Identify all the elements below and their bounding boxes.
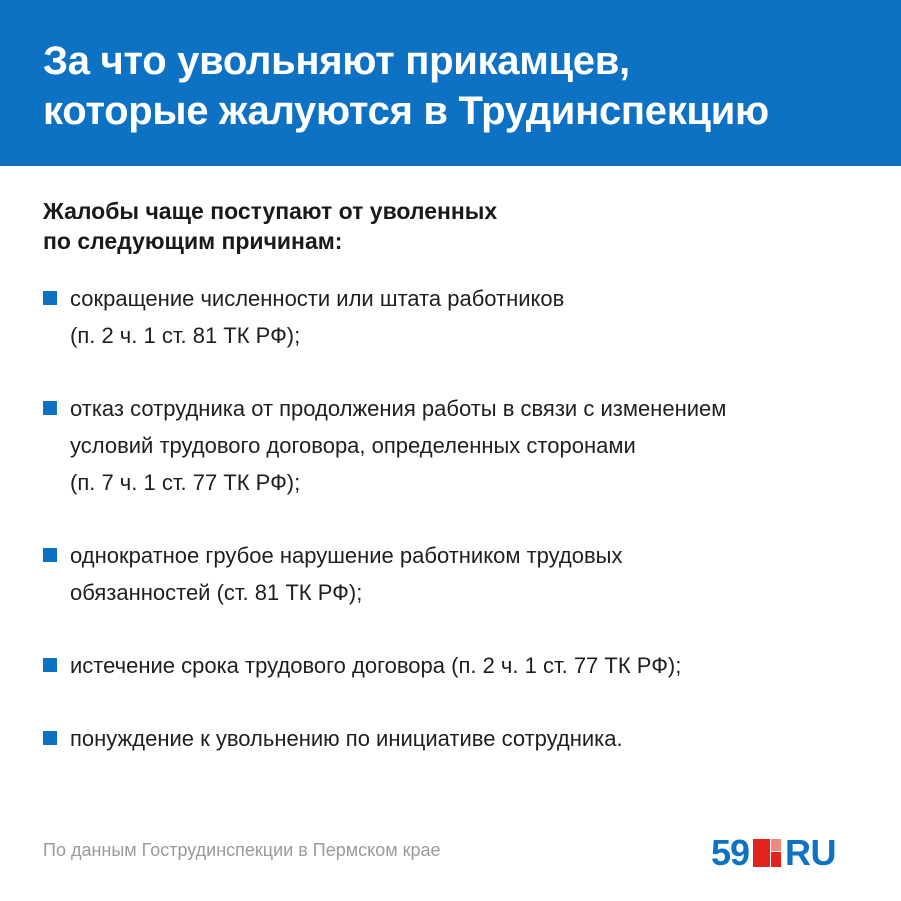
reasons-list [43, 280, 863, 757]
header-banner [0, 0, 901, 166]
logo-number: 59 [711, 832, 750, 873]
bullet-square-icon [43, 658, 57, 672]
reason-line: обязанностей (ст. 81 ТК РФ); [70, 580, 363, 605]
list-item [43, 647, 863, 684]
list-item [43, 537, 863, 611]
list-item [43, 390, 863, 501]
reason-line: сокращение численности или штата работников [70, 286, 565, 311]
bullet-square-icon [43, 548, 57, 562]
bullet-square-icon [43, 401, 57, 415]
reason-line: понуждение к увольнению по инициативе сотрудника. [70, 726, 623, 751]
site-logo[interactable] [711, 833, 836, 873]
subheading [43, 196, 863, 256]
red-square-logo-mark-icon [753, 839, 781, 867]
list-item [43, 280, 863, 354]
reason-line: истечение срока трудового договора (п. 2 ч. 1 ст. 77 ТК РФ); [70, 653, 682, 678]
page-title [43, 36, 883, 136]
reason-line: (п. 2 ч. 1 ст. 81 ТК РФ); [70, 323, 301, 348]
bullet-square-icon [43, 731, 57, 745]
reason-line: (п. 7 ч. 1 ст. 77 ТК РФ); [70, 470, 301, 495]
subheading-line-1: Жалобы чаще поступают от уволенных [43, 198, 498, 224]
reason-line: условий трудового договора, определенных сторонами [70, 433, 636, 458]
reason-line: отказ сотрудника от продолжения работы в связи с изменением [70, 396, 727, 421]
reason-line: однократное грубое нарушение работником трудовых [70, 543, 623, 568]
bullet-square-icon [43, 291, 57, 305]
logo-ru: RU [785, 832, 837, 873]
title-line-2: которые жалуются в Трудинспекцию [43, 89, 769, 133]
source-note: По данным Гострудинспекции в Пермском крае [43, 840, 441, 860]
list-item [43, 720, 863, 757]
title-line-1: За что увольняют прикамцев, [43, 39, 630, 83]
subheading-line-2: по следующим причинам: [43, 228, 343, 254]
